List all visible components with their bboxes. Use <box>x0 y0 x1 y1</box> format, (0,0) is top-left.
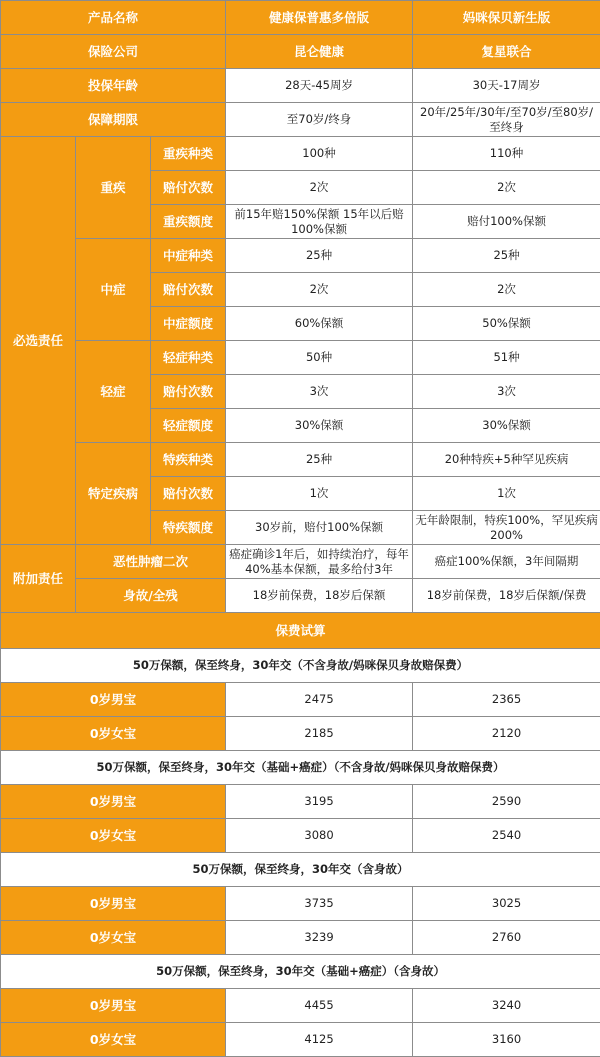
insurer-b: 复星联合 <box>413 35 600 69</box>
value-a: 100种 <box>226 137 413 171</box>
premium-section-heading <box>1 853 600 887</box>
row-label: 0岁女宝 <box>1 819 226 853</box>
row-label: 赔付次数 <box>151 273 226 307</box>
value-b: 癌症100%保额，3年间隔期 <box>413 545 600 579</box>
premium-title-row <box>1 613 600 649</box>
row-label: 恶性肿瘤二次 <box>76 545 226 579</box>
value-b: 20种特疾+5种罕见疾病 <box>413 443 600 477</box>
value-b: 2590 <box>413 785 600 819</box>
value-b: 110种 <box>413 137 600 171</box>
term-a: 至70岁/终身 <box>226 103 413 137</box>
table-row <box>1 819 600 853</box>
row-label: 中症额度 <box>151 307 226 341</box>
required-label: 必选责任 <box>1 137 76 545</box>
value-b: 3025 <box>413 887 600 921</box>
row-label: 特疾种类 <box>151 443 226 477</box>
value-a: 3次 <box>226 375 413 409</box>
section-heading: 50万保额，保至终身，30年交（基础+癌症）（含身故） <box>1 955 600 989</box>
product-b-name: 妈咪保贝新生版 <box>413 1 600 35</box>
value-b: 2540 <box>413 819 600 853</box>
additional-label: 附加责任 <box>1 545 76 613</box>
value-b: 赔付100%保额 <box>413 205 600 239</box>
group-moderate-label: 中症 <box>76 239 151 341</box>
row-label: 身故/全残 <box>76 579 226 613</box>
table-row <box>1 989 600 1023</box>
row-label: 0岁男宝 <box>1 683 226 717</box>
section-heading: 50万保额，保至终身，30年交（含身故） <box>1 853 600 887</box>
value-b: 51种 <box>413 341 600 375</box>
table-row <box>1 785 600 819</box>
table-row <box>1 887 600 921</box>
value-b: 2365 <box>413 683 600 717</box>
value-b: 18岁前保费，18岁后保额/保费 <box>413 579 600 613</box>
table-row <box>1 1023 600 1057</box>
age-label: 投保年龄 <box>1 69 226 103</box>
row-label: 0岁男宝 <box>1 887 226 921</box>
premium-section-heading <box>1 649 600 683</box>
row-label: 赔付次数 <box>151 171 226 205</box>
value-a: 癌症确诊1年后，如持续治疗，每年40%基本保额，最多给付3年 <box>226 545 413 579</box>
row-label: 轻症种类 <box>151 341 226 375</box>
table-row <box>1 683 600 717</box>
value-a: 前15年赔150%保额 15年以后赔100%保额 <box>226 205 413 239</box>
value-b: 3次 <box>413 375 600 409</box>
value-a: 18岁前保费，18岁后保额 <box>226 579 413 613</box>
value-a: 1次 <box>226 477 413 511</box>
value-b: 2760 <box>413 921 600 955</box>
value-a: 3080 <box>226 819 413 853</box>
section-heading: 50万保额，保至终身，30年交（不含身故/妈咪保贝身故赔保费） <box>1 649 600 683</box>
row-label: 轻症额度 <box>151 409 226 443</box>
value-b: 1次 <box>413 477 600 511</box>
product-name-label: 产品名称 <box>1 1 226 35</box>
age-row <box>1 69 600 103</box>
table-row <box>1 137 600 171</box>
age-b: 30天-17周岁 <box>413 69 600 103</box>
value-a: 4455 <box>226 989 413 1023</box>
value-a: 3239 <box>226 921 413 955</box>
value-a: 2次 <box>226 273 413 307</box>
value-a: 60%保额 <box>226 307 413 341</box>
value-b: 30%保额 <box>413 409 600 443</box>
row-label: 0岁女宝 <box>1 921 226 955</box>
insurer-row <box>1 35 600 69</box>
value-a: 3735 <box>226 887 413 921</box>
insurer-label: 保险公司 <box>1 35 226 69</box>
value-b: 50%保额 <box>413 307 600 341</box>
term-label: 保障期限 <box>1 103 226 137</box>
row-label: 中症种类 <box>151 239 226 273</box>
value-a: 3195 <box>226 785 413 819</box>
value-a: 2185 <box>226 717 413 751</box>
value-b: 25种 <box>413 239 600 273</box>
table-row <box>1 239 600 273</box>
premium-section-heading <box>1 955 600 989</box>
value-b: 2次 <box>413 171 600 205</box>
value-b: 2次 <box>413 273 600 307</box>
value-a: 25种 <box>226 443 413 477</box>
term-b: 20年/25年/30年/至70岁/至80岁/至终身 <box>413 103 600 137</box>
value-b: 无年龄限制，特疾100%，罕见疾病200% <box>413 511 600 545</box>
product-a-name: 健康保普惠多倍版 <box>226 1 413 35</box>
row-label: 赔付次数 <box>151 477 226 511</box>
value-b: 2120 <box>413 717 600 751</box>
group-mild-label: 轻症 <box>76 341 151 443</box>
table-row <box>1 341 600 375</box>
row-label: 重疾种类 <box>151 137 226 171</box>
insurer-a: 昆仑健康 <box>226 35 413 69</box>
term-row <box>1 103 600 137</box>
row-label: 0岁女宝 <box>1 717 226 751</box>
premium-section-heading <box>1 751 600 785</box>
age-a: 28天-45周岁 <box>226 69 413 103</box>
row-label: 0岁男宝 <box>1 785 226 819</box>
table-row <box>1 579 600 613</box>
table-row <box>1 921 600 955</box>
value-a: 30%保额 <box>226 409 413 443</box>
value-b: 3160 <box>413 1023 600 1057</box>
value-a: 2475 <box>226 683 413 717</box>
row-label: 赔付次数 <box>151 375 226 409</box>
table-row <box>1 717 600 751</box>
group-critical-label: 重疾 <box>76 137 151 239</box>
row-label: 重疾额度 <box>151 205 226 239</box>
row-label: 0岁男宝 <box>1 989 226 1023</box>
value-a: 30岁前，赔付100%保额 <box>226 511 413 545</box>
table-row <box>1 443 600 477</box>
value-a: 4125 <box>226 1023 413 1057</box>
value-a: 25种 <box>226 239 413 273</box>
table-row <box>1 545 600 579</box>
value-b: 3240 <box>413 989 600 1023</box>
section-heading: 50万保额，保至终身，30年交（基础+癌症）（不含身故/妈咪保贝身故赔保费） <box>1 751 600 785</box>
row-label: 特疾额度 <box>151 511 226 545</box>
row-label: 0岁女宝 <box>1 1023 226 1057</box>
value-a: 2次 <box>226 171 413 205</box>
premium-title: 保费试算 <box>1 613 600 649</box>
product-name-row <box>1 1 600 35</box>
value-a: 50种 <box>226 341 413 375</box>
group-special-label: 特定疾病 <box>76 443 151 545</box>
